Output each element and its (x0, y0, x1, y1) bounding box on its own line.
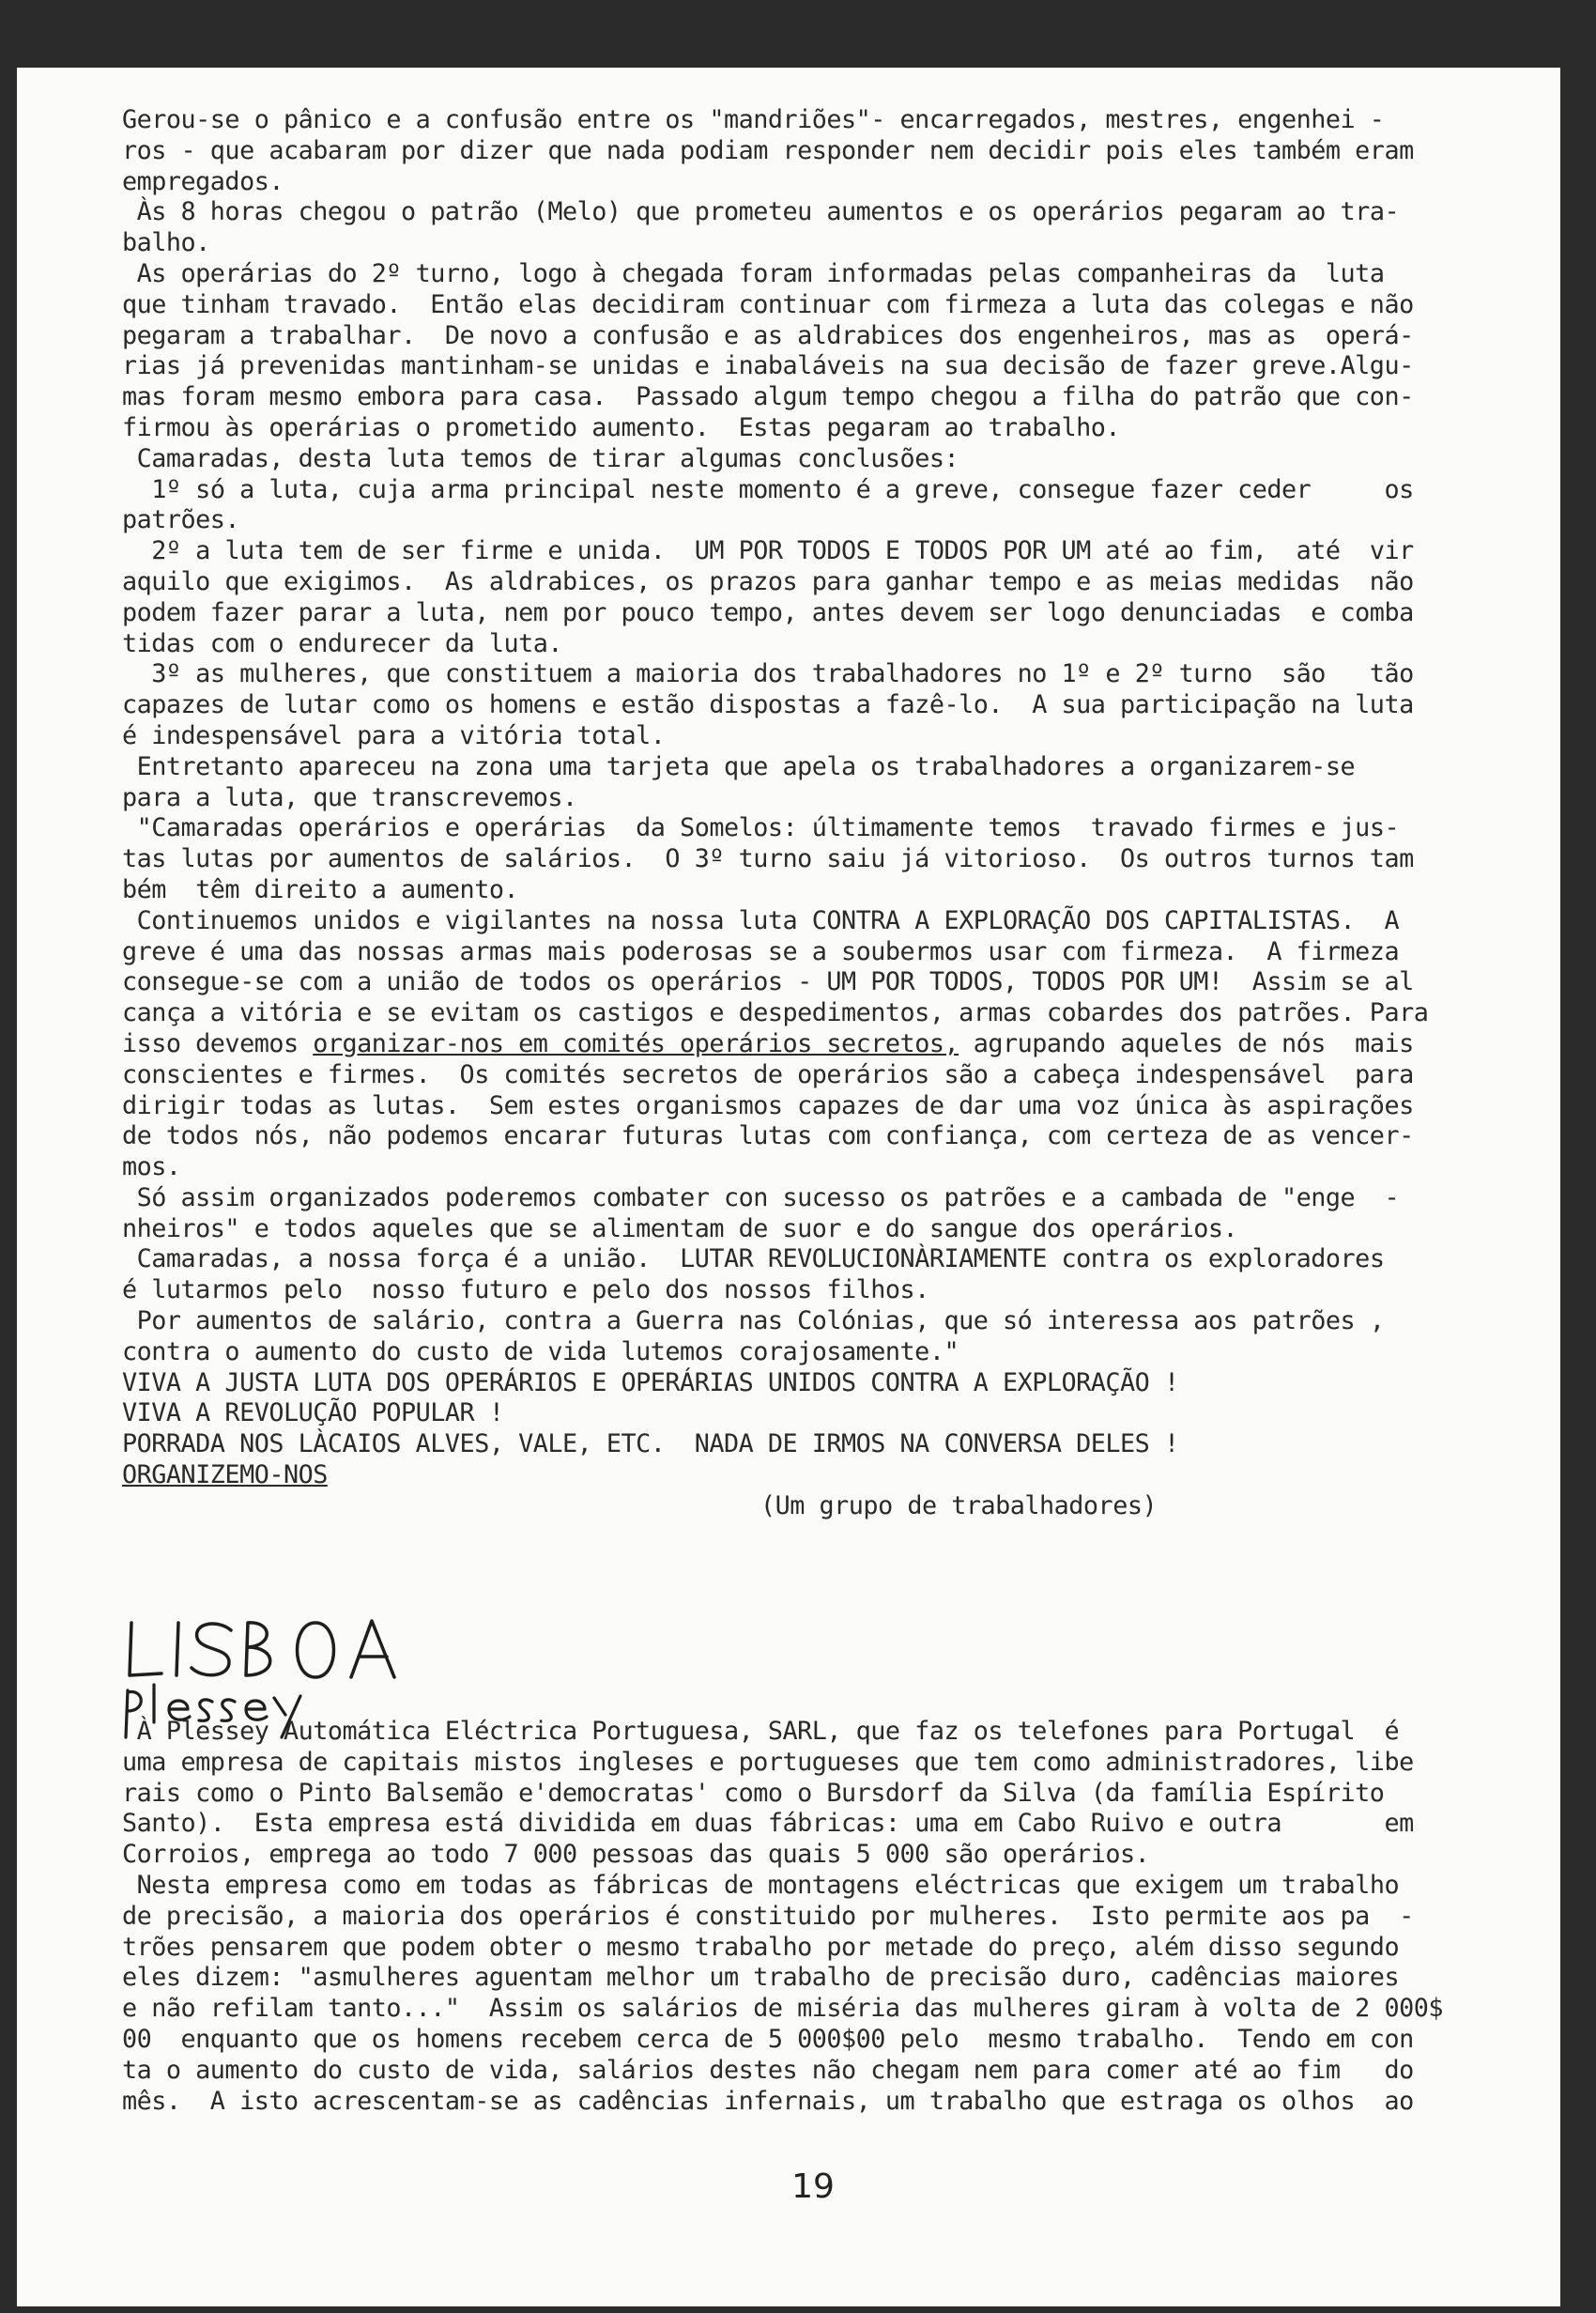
underlined-phrase: organizar-nos em comités operários secretos, (313, 1028, 959, 1058)
paragraph-text: Continuemos unidos e vigilantes na nossa luta CONTRA A EXPLORAÇÃO DOS CAPITALISTAS. A greve é uma das nossas armas mais poderosas se a soubermos usar com firmeza. A firmeza consegue-se com a união de todos os operários - UM POR TODOS, TODOS POR UM! Assim se al cança a vitória e se evitam os castigos e despedimentos, armas cobardes dos patrões. Para isso devemos (122, 905, 1429, 1058)
slogan: VIVA A JUSTA LUTA DOS OPERÁRIOS E OPERÁRIAS UNIDOS CONTRA A EXPLORAÇÃO ! (122, 1367, 1179, 1397)
article-body (122, 105, 1502, 1522)
paragraph: À Plessey Automática Eléctrica Portuguesa, SARL, que faz os telefones para Portugal é uma empresa de capitais mistos ingleses e portugueses que tem como administradores, libe rais como o Pinto Balsemão e'democratas' como o Bursdorf da Silva (da família Espírito Santo). Esta empresa está dividida em duas fábricas: uma em Cabo Ruivo e outra em Corroios, emprega ao todo 7 000 pessoas das quais 5 000 são operários. (122, 1717, 1414, 1870)
paragraph: 3º as mulheres, que constituem a maioria dos trabalhadores no 1º e 2º turno são tão capazes de lutar como os homens e estão dispostas a fazê-lo. A sua participação na luta é indespensável para a vitória total. (122, 659, 1414, 750)
paragraph: Nesta empresa como em todas as fábricas de montagens eléctricas que exigem um trabalho de precisão, a maioria dos operários é constituido por mulheres. Isto permite aos pa - trões pensarem que podem obter o mesmo trabalho por metade do preço, além disso segundo eles dizem: "asmulheres aguentam melhor um trabalho de precisão duro, cadências maiores e não refilam tanto..." Assim os salários de miséria das mulheres giram à volta de 2 000$ 00 enquanto que os homens recebem cerca de 5 000$00 pelo mesmo trabalho. Tendo em con ta o aumento do custo de vida, salários destes não chegam nem para comer até ao fim do mês. A isto acrescentam-se as cadências infernais, um trabalho que estraga os olhos ao (122, 1870, 1443, 2116)
slogan: ORGANIZEMO-NOS (122, 1460, 328, 1490)
slogan: PORRADA NOS LÀCAIOS ALVES, VALE, ETC. NADA DE IRMOS NA CONVERSA DELES ! (122, 1429, 1179, 1459)
paragraph: Entretanto apareceu na zona uma tarjeta que apela os trabalhadores a organizarem-se para a luta, que transcrevemos. (122, 751, 1356, 812)
paragraph: "Camaradas operários e operárias da Somelos: últimamente temos travado firmes e jus- tas lutas por aumentos de salários. O 3º turno saiu já vitorioso. Os outros turnos tam bém têm direito a aumento. (122, 813, 1414, 904)
page-number: 19 (791, 2167, 835, 2206)
paragraph: 1º só a luta, cuja arma principal neste momento é a greve, consegue fazer ceder os patrões. (122, 474, 1414, 535)
paragraph: As operárias do 2º turno, logo à chegada foram informadas pelas companheiras da luta que tinham travado. Então elas decidiram continuar com firmeza a luta das colegas e não pegaram a trabalhar. De novo a confusão e as aldrabices dos engenheiros, mas as operá- rias já prevenidas mantinham-se unidas e inabaláveis na sua decisão de fazer greve.Algu- mas foram mesmo embora para casa. Passado algum tempo chegou a filha do patrão que con- firmou às operárias o prometido aumento. Estas pegaram ao trabalho. (122, 258, 1414, 442)
paragraph: Só assim organizados poderemos combater con sucesso os patrões e a cambada de "enge - nheiros" e todos aqueles que se alimentam de suor e do sangue dos operários. (122, 1182, 1400, 1243)
article-body-plessey (122, 1717, 1502, 2117)
signature: (Um grupo de trabalhadores) (760, 1490, 1158, 1520)
slogan: VIVA A REVOLUÇÃO POPULAR ! (122, 1398, 504, 1428)
paragraph: Às 8 horas chegou o patrão (Melo) que prometeu aumentos e os operários pegaram ao tra- balho. (122, 197, 1400, 258)
paragraph: Camaradas, a nossa força é a união. LUTAR REVOLUCIONÀRIAMENTE contra os exploradores é lutarmos pelo nosso futuro e pelo dos nossos filhos. (122, 1244, 1385, 1305)
paragraph: Por aumentos de salário, contra a Guerra nas Colónias, que só interessa aos patrões , contra o aumento do custo de vida lutemos corajosamente." (122, 1306, 1385, 1366)
paragraph: Camaradas, desta luta temos de tirar algumas conclusões: (122, 443, 959, 473)
paragraph: Gerou-se o pânico e a confusão entre os "mandriões"- encarregados, mestres, engenhei - ros - que acabaram por dizer que nada podiam responder nem decidir pois eles também eram empregados. (122, 105, 1414, 196)
paragraph (122, 906, 1502, 1183)
paragraph-text: agrupando aqueles de nós mais conscientes e firmes. Os comités secretos de operários são a cabeça indespensável para dirigir todas as lutas. Sem estes organismos capazes de dar uma voz única às aspirações de todos nós, não podemos encarar futuras lutas com confiança, com certeza de as vencer- mos. (122, 1028, 1414, 1182)
paragraph: 2º a luta tem de ser firme e unida. UM POR TODOS E TODOS POR UM até ao fim, até vir aquilo que exigimos. As aldrabices, os prazos para ganhar tempo e as meias medidas não podem fazer parar a luta, nem por pouco tempo, antes devem ser logo denunciadas e comba tidas com o endurecer da luta. (122, 536, 1414, 658)
